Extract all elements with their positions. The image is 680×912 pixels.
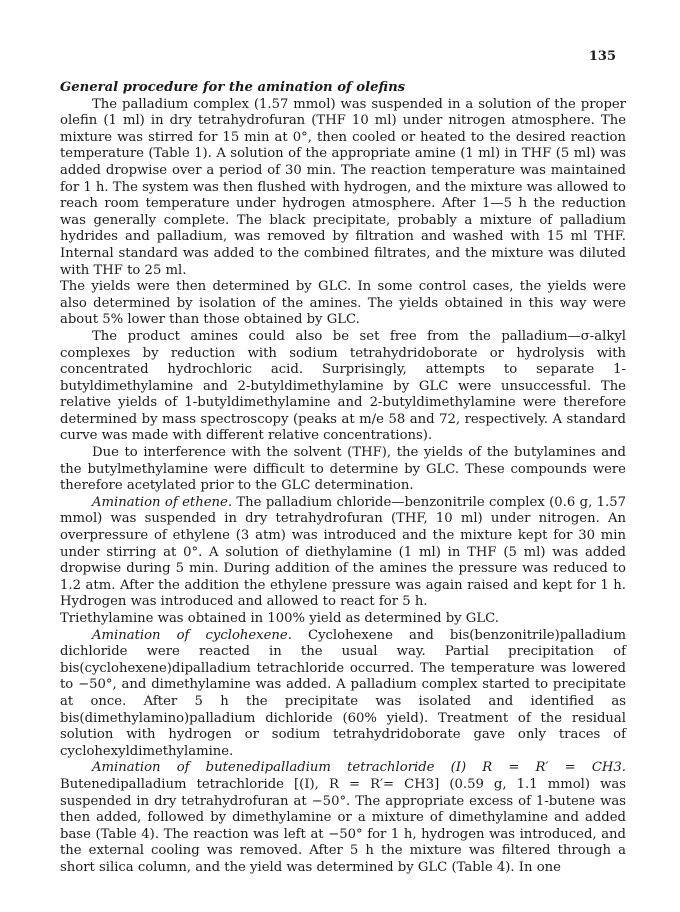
paragraph-amination-cyclohexene (60, 628, 626, 761)
run-in-heading: Amination of ethene. (92, 494, 233, 510)
section-heading: General procedure for the amination of olefins (60, 80, 406, 95)
paragraph-text: The palladium chloride—benzonitrile complex (0.6 g, 1.57 mmol) was suspended in dry tetrahydrofuran (THF, 10 ml) under nitrogen. An overpressure of ethylene (3 atm) was introduced and the mixture kept for 30 min under stirring at 0°. A solution of diethylamine (1 ml) in THF (5 ml) was added dropwise during 5 min. During addition of the amines the pressure was reduced to 1.2 atm. After the addition the ethylene pressure was again raised and kept for 1 h. Hydrogen was introduced and allowed to react for 5 h. (60, 494, 626, 610)
paragraph-text: Cyclohexene and bis(benzonitrile)palladium dichloride were reacted in the usual way. Partial precipitation of bis(cyclohexene)dipalladium tetrachloride occurred. The temperature was lowered to −50°, and dimethylamine was added. A palladium complex started to precipitate at once. After 5 h the precipitate was isolated and identified as bis(dimethylamino)palladium dichloride (60% yield). Treatment of the residual solution with hydrogen or sodium tetrahydridoborate gave only traces of cyclohexyldimethylamine. (60, 627, 626, 759)
paragraph-text: The yields were then determined by GLC. In some control cases, the yields were also determined by isolation of the amines. The yields obtained in this way were about 5% lower than those obtained by GLC. (60, 279, 626, 328)
paragraph-amination-ethene (60, 495, 626, 611)
run-in-heading: Amination of cyclohexene. (92, 627, 292, 643)
run-in-heading: Amination of butenedipalladium tetrachloride (I) R = R′ = CH3. (92, 760, 626, 776)
paragraph-text: The palladium complex (1.57 mmol) was suspended in a solution of the proper olefin (1 ml) in dry tetrahydrofuran (THF 10 ml) under nitrogen atmosphere. The mixture was stirred for 15 min at 0°, then cooled or heated to the desired reaction temperature (Table 1). A solution of the appropriate amine (1 ml) in THF (5 ml) was added dropwise over a period of 30 min. The reaction temperature was maintained for 1 h. The system was then flushed with hydrogen, and the mixture was allowed to reach room temperature under hydrogen atmosphere. After 1—5 h the reduction was generally complete. The black precipitate, probably a mixture of palladium hydrides and palladium, was removed by filtration and washed with 15 ml THF. Internal standard was added to the combined filtrates, and the mixture was diluted with THF to 25 ml. (60, 96, 626, 278)
paragraph-product-amines (60, 329, 626, 445)
paragraph-text: Triethylamine was obtained in 100% yield as determined by GLC. (60, 611, 499, 626)
paragraph-text: Butenedipalladium tetrachloride [(I), R = R′= CH3] (0.59 g, 1.1 mmol) was suspended in dry tetrahydrofuran at −50°. The appropriate excess of 1-butene was then added, followed by dimethylamine or a mixture of dimethylamine and added base (Table 4). The reaction was left at −50° for 1 h, hydrogen was introduced, and the external cooling was removed. After 5 h the mixture was filtered through a short silica column, and the yield was determined by GLC (Table 4). In one (60, 776, 626, 875)
paragraph-interference (60, 445, 626, 495)
paragraph-amination-butene (60, 760, 626, 876)
paragraph-text: The product amines could also be set free from the palladium—σ-alkyl complexes by reduction with sodium tetrahydridoborate or hydrolysis with concentrated hydrochloric acid. Surprisingly, attempts to separate 1-butyldimethylamine and 2-butyldimethylamine by GLC were unsuccessful. The relative yields of 1-butyldimethylamine and 2-butyldimethylamine were therefore determined by mass spectroscopy (peaks at m/e 58 and 72, respectively. A standard curve was made with different relative concentrations). (60, 328, 626, 444)
page-number: 135 (588, 49, 616, 64)
paragraph-triethylamine (60, 611, 626, 628)
paragraph-general-procedure (60, 97, 626, 280)
body-text (60, 80, 626, 877)
paragraph-text: Due to interference with the solvent (THF), the yields of the butylamines and the butylmethylamine were difficult to determine by GLC. These compounds were therefore acetylated prior to the GLC determination. (60, 445, 626, 494)
paragraph-yields (60, 279, 626, 329)
